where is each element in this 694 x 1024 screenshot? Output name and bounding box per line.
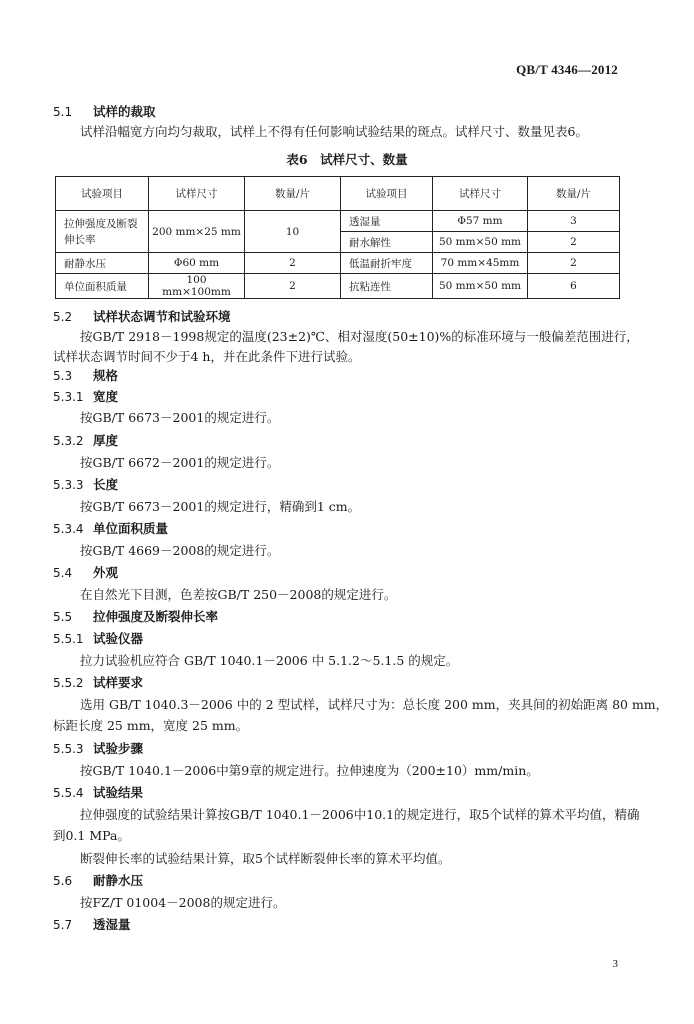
table-cell: 低温耐折牢度 [341,253,433,274]
table-cell: Φ57 mm [433,211,528,232]
table-cell: 2 [528,232,620,253]
section-5-4-text: 在自然光下目测，色差按GB/T 250－2008的规定进行。 [80,587,397,602]
table-row [56,274,620,299]
section-5-2-text-line1: 按GB/T 2918－1998规定的温度(23±2)℃、相对湿度(50±10)%的标准环境与一般偏差范围进行， [80,329,639,344]
section-5-5-heading [53,607,218,625]
table-cell: 3 [528,211,620,232]
section-title: 长度 [93,477,119,492]
section-number: 5.3 [53,369,73,383]
section-5-5-1-heading [53,629,143,647]
section-number: 5.2 [53,310,73,324]
section-5-4-heading [53,563,118,581]
table-cell: 50 mm×50 mm [433,274,528,299]
section-5-5-2-text-line1: 选用 GB/T 1040.3－2006 中的 2 型试样，试样尺寸为：总长度 200 mm，夹具间的初始距离 80 mm， [80,697,669,712]
table-cell: Φ60 mm [149,253,245,274]
section-number: 5.5 [53,610,73,624]
table-cell: 抗粘连性 [341,274,433,299]
section-5-5-2-heading [53,673,143,691]
table-row [56,253,620,274]
section-title: 试样要求 [93,675,144,690]
section-number: 5.5.3 [53,742,84,756]
table-cell: 耐静水压 [56,253,149,274]
section-5-1-text: 试样沿幅宽方向均匀裁取，试样上不得有任何影响试验结果的斑点。试样尺寸、数量见表6。 [80,124,588,139]
section-title: 耐静水压 [93,873,144,888]
section-number: 5.7 [53,918,73,932]
section-number: 5.6 [53,874,73,888]
section-5-3-2-text: 按GB/T 6672－2001的规定进行。 [80,455,280,470]
section-5-3-3-text: 按GB/T 6673－2001的规定进行，精确到1 cm。 [80,499,361,514]
table-cell: 200 mm×25 mm [149,211,245,253]
section-5-3-1-text: 按GB/T 6673－2001的规定进行。 [80,410,280,425]
section-number: 5.3.4 [53,522,84,536]
section-title: 拉伸强度及断裂伸长率 [93,609,219,624]
table-row [56,211,620,232]
section-5-5-4-heading [53,783,143,801]
section-title: 单位面积质量 [93,521,169,536]
section-title: 试样状态调节和试验环境 [93,309,231,324]
section-5-7-heading [53,915,131,933]
section-5-3-2-heading [53,431,118,449]
col-header: 试验项目 [56,177,149,211]
col-header: 数量/片 [528,177,620,211]
col-header: 试样尺寸 [149,177,245,211]
section-number: 5.4 [53,566,73,580]
section-title: 试验仪器 [93,631,144,646]
section-5-2-text-line2: 试样状态调节时间不少于4 h，并在此条件下进行试验。 [53,349,361,364]
section-number: 5.3.2 [53,434,84,448]
standard-code: QB/T 4346—2012 [516,62,618,77]
col-header: 试样尺寸 [433,177,528,211]
section-title: 厚度 [93,433,119,448]
section-title: 试验步骤 [93,741,144,756]
section-number: 5.3.1 [53,390,84,404]
section-5-3-1-heading [53,387,118,405]
section-number: 5.1 [53,105,73,119]
section-5-5-3-heading [53,739,143,757]
section-5-5-1-text: 拉力试验机应符合 GB/T 1040.1－2006 中 5.1.2～5.1.5 的规定。 [80,653,459,668]
section-5-2-heading [53,307,231,325]
section-number: 5.5.1 [53,632,84,646]
table-cell: 拉伸强度及断裂伸长率 [56,211,149,253]
section-number: 5.3.3 [53,478,84,492]
section-title: 试样的裁取 [93,104,156,119]
col-header: 试验项目 [341,177,433,211]
page-number: 3 [612,958,618,970]
section-5-3-3-heading [53,475,118,493]
section-5-6-text: 按FZ/T 01004－2008的规定进行。 [80,895,286,910]
section-title: 规格 [93,368,119,383]
table-cell: 50 mm×50 mm [433,232,528,253]
section-title: 透湿量 [93,917,131,932]
section-5-3-heading [53,366,118,384]
section-5-5-4-text-line1: 拉伸强度的试验结果计算按GB/T 1040.1－2006中10.1的规定进行，取5个试样的算术平均值，精确 [80,807,640,822]
section-5-5-2-text-line2: 标距长度 25 mm，宽度 25 mm。 [53,718,249,733]
table-cell: 70 mm×45mm [433,253,528,274]
table-cell: 6 [528,274,620,299]
table-cell: 10 [245,211,341,253]
section-number: 5.5.4 [53,786,84,800]
section-title: 宽度 [93,389,119,404]
table-cell: 2 [528,253,620,274]
section-5-5-4-text-line3: 断裂伸长率的试验结果计算，取5个试样断裂伸长率的算术平均值。 [80,851,451,866]
section-number: 5.5.2 [53,676,84,690]
section-5-1-heading [53,102,156,120]
table-header-row [56,177,620,211]
section-5-5-3-text: 按GB/T 1040.1－2006中第9章的规定进行。拉伸速度为（200±10）mm/min。 [80,763,539,778]
specimen-table [55,176,620,299]
section-5-3-4-text: 按GB/T 4669－2008的规定进行。 [80,543,280,558]
table-caption: 表6 试样尺寸、数量 [286,152,408,167]
table-cell: 100 mm×100mm [149,274,245,299]
table-cell: 单位面积质量 [56,274,149,299]
table-cell: 透湿量 [341,211,433,232]
section-5-5-4-text-line2: 到0.1 MPa。 [53,828,130,843]
table-cell: 2 [245,274,341,299]
col-header: 数量/片 [245,177,341,211]
table-cell: 2 [245,253,341,274]
table-cell: 耐水解性 [341,232,433,253]
section-title: 试验结果 [93,785,144,800]
section-5-3-4-heading [53,519,168,537]
section-title: 外观 [93,565,119,580]
section-5-6-heading [53,871,143,889]
